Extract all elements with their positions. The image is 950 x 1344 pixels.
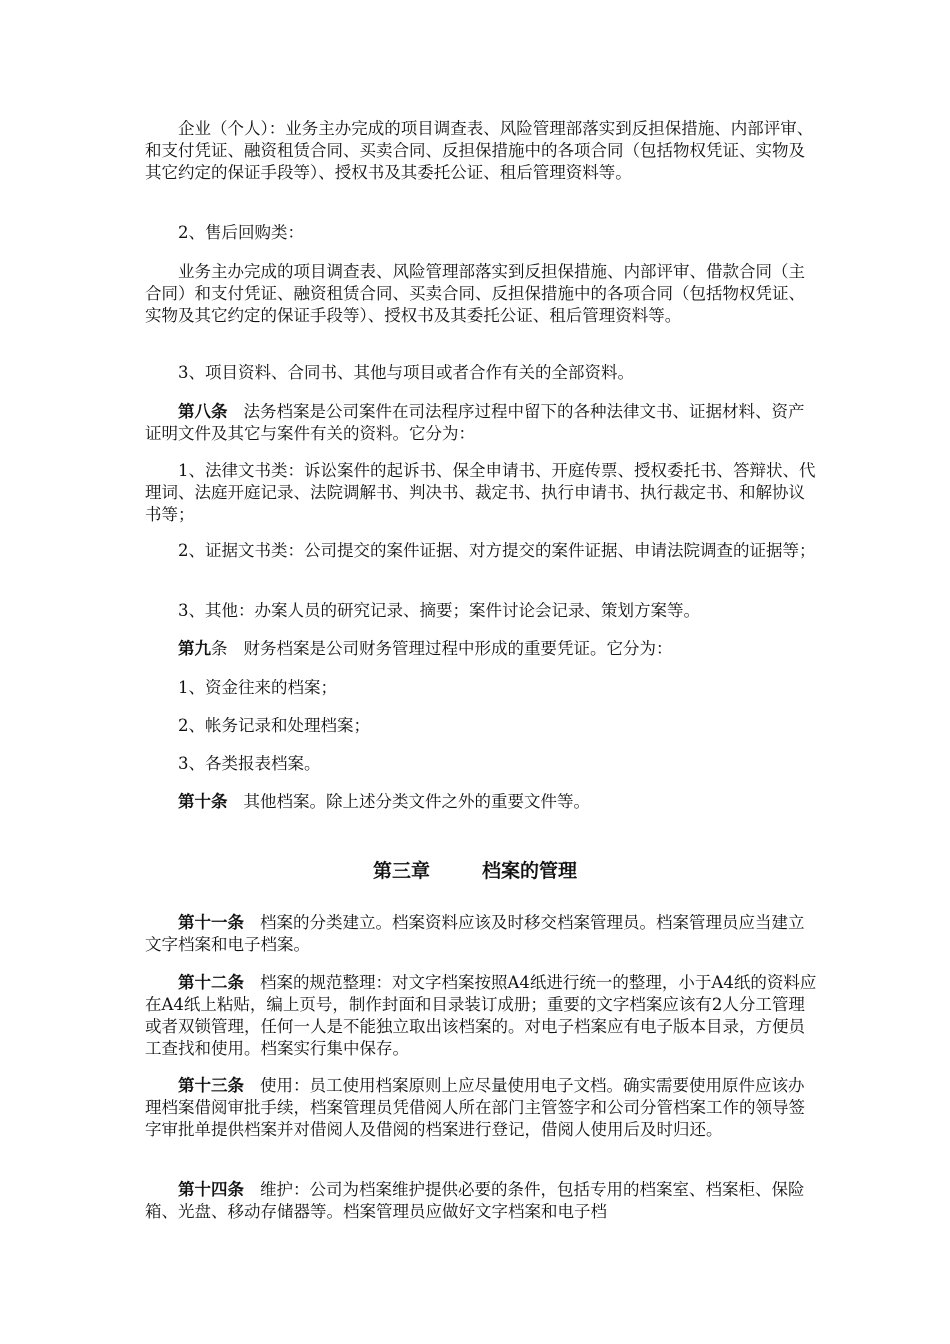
paragraph-text: 2、帐务记录和处理档案；	[178, 716, 370, 735]
paragraph-text: 3、项目资料、合同书、其他与项目或者合作有关的全部资料。	[178, 363, 634, 382]
article-11	[145, 912, 817, 956]
paragraph-text: 1、资金往来的档案；	[178, 678, 337, 697]
article-text: 法务档案是公司案件在司法程序过程中留下的各种法律文书、证据材料、资产证明文件及其它与案件有关的资料。它分为：	[145, 402, 805, 443]
paragraph-finance-item-3	[145, 753, 817, 775]
paragraph-project-materials	[145, 362, 817, 384]
article-text: 使用：员工使用档案原则上应尽量使用电子文档。确实需要使用原件应该办理档案借阅审批手续，档案管理员凭借阅人所在部门主管签字和公司分管档案工作的领导签字审批单提供档案并对借阅人及借阅的档案进行登记，借阅人使用后及时归还。	[145, 1076, 805, 1139]
article-title: 第八条	[178, 402, 228, 421]
article-10	[145, 791, 817, 813]
article-title: 第九	[178, 639, 211, 658]
paragraph-enterprise-materials	[145, 118, 817, 184]
paragraph-text: 3、各类报表档案。	[178, 754, 321, 773]
paragraph-finance-item-1	[145, 677, 817, 699]
article-title-suffix: 条	[211, 639, 228, 658]
paragraph-text: 2、证据文书类：公司提交的案件证据、对方提交的案件证据、申请法院调查的证据等；	[178, 541, 816, 560]
article-title: 第十一条	[178, 913, 244, 932]
paragraph-text: 2、售后回购类：	[178, 223, 304, 242]
paragraph-buyback-materials	[145, 261, 817, 327]
paragraph-text: 1、法律文书类：诉讼案件的起诉书、保全申请书、开庭传票、授权委托书、答辩状、代理词、法庭开庭记录、法院调解书、判决书、裁定书、执行申请书、执行裁定书、和解协议书等；	[145, 461, 816, 524]
article-title: 第十条	[178, 792, 228, 811]
article-text: 维护：公司为档案维护提供必要的条件，包括专用的档案室、档案柜、保险箱、光盘、移动存储器等。档案管理员应做好文字档案和电子档	[145, 1180, 805, 1221]
paragraph-text: 企业（个人）：业务主办完成的项目调查表、风险管理部落实到反担保措施、内部评审、和支付凭证、融资租赁合同、买卖合同、反担保措施中的各项合同（包括物权凭证、实物及其它约定的保证手段等）、授权书及其委托公证、租后管理资料等。	[145, 119, 814, 182]
chapter-title: 档案的管理	[482, 860, 578, 882]
chapter-heading	[0, 858, 950, 884]
article-9	[145, 638, 817, 660]
article-title: 第十二条	[178, 973, 244, 992]
article-text: 档案的规范整理：对文字档案按照A4纸进行统一的整理，小于A4纸的资料应在A4纸上粘贴，编上页号，制作封面和目录装订成册；重要的文字档案应该有2人分工管理或者双锁管理，任何一人是不能独立取出该档案的。对电子档案应有电子版本目录，方便员工查找和使用。档案实行集中保存。	[145, 973, 817, 1058]
chapter-number: 第三章	[372, 860, 430, 882]
paragraph-text: 3、其他：办案人员的研究记录、摘要；案件讨论会记录、策划方案等。	[178, 601, 700, 620]
article-14	[145, 1179, 817, 1223]
article-text: 财务档案是公司财务管理过程中形成的重要凭证。它分为：	[243, 639, 673, 658]
article-12	[145, 972, 817, 1060]
article-8	[145, 401, 817, 445]
paragraph-evidence-documents	[145, 540, 817, 562]
article-text: 其他档案。除上述分类文件之外的重要文件等。	[243, 792, 590, 811]
paragraph-other-legal	[145, 600, 817, 622]
paragraph-finance-item-2	[145, 715, 817, 737]
article-13	[145, 1075, 817, 1141]
article-text: 档案的分类建立。档案资料应该及时移交档案管理员。档案管理员应当建立文字档案和电子档案。	[145, 913, 805, 954]
paragraph-text: 业务主办完成的项目调查表、风险管理部落实到反担保措施、内部评审、借款合同（主合同）和支付凭证、融资租赁合同、买卖合同、反担保措施中的各项合同（包括物权凭证、实物及其它约定的保证手段等）、授权书及其委托公证、租后管理资料等。	[145, 262, 805, 325]
article-title: 第十三条	[178, 1076, 244, 1095]
paragraph-heading-buyback	[145, 222, 817, 244]
paragraph-legal-documents	[145, 460, 817, 526]
article-title: 第十四条	[178, 1180, 244, 1199]
